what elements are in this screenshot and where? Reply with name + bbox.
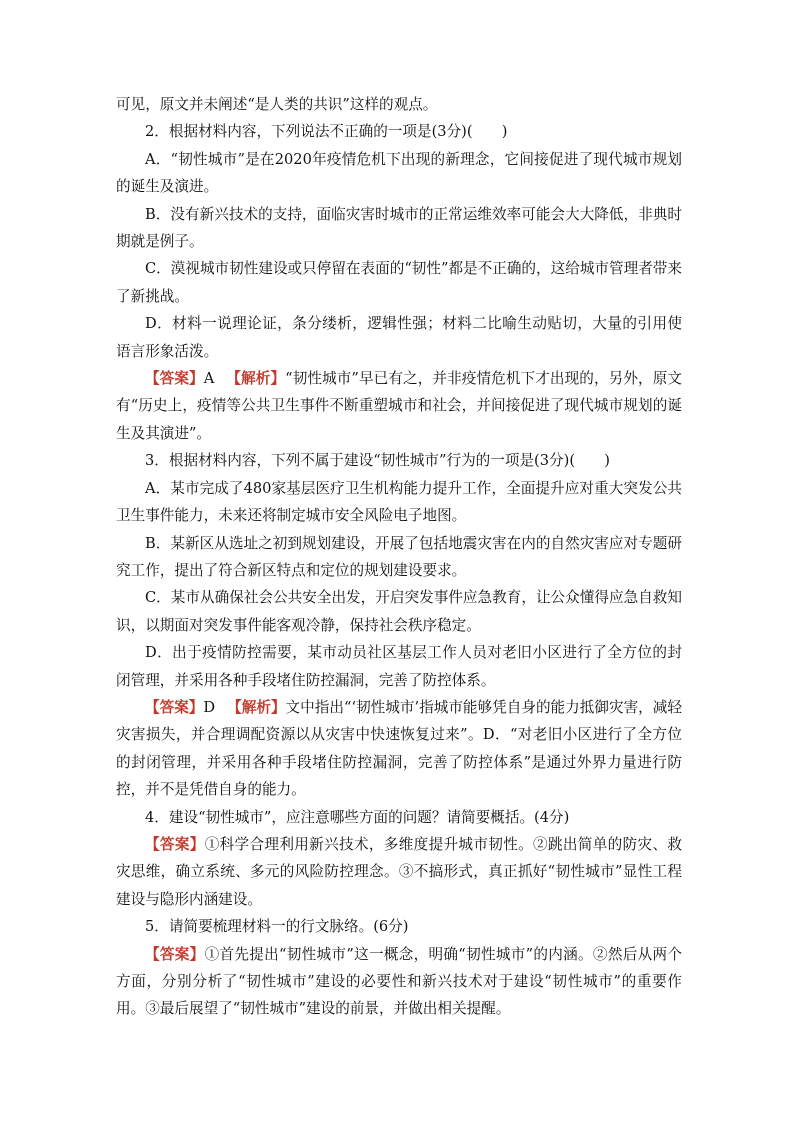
answer-tag: 【答案】 (145, 698, 204, 716)
question-3-option-c: C．某市从确保社会公共安全出发，开启突发事件应急教育，让公众懂得应急自救知识，以期面对突发事件能客观冷静，保持社会秩序稳定。 (116, 589, 682, 634)
question-2-option-c: C．漠视城市韧性建设或只停留在表面的“韧性”都是不正确的，这给城市管理者带来了新挑战。 (116, 260, 682, 305)
answer-text: ①科学合理利用新兴技术，多维度提升城市韧性。②跳出简单的防灾、救灾思维，确立系统、多元的风险防控理念。③不搞形式，真正抓好“韧性城市”显性工程建设与隐形内涵建设。 (116, 835, 682, 908)
analysis-text: “韧性城市”早已有之，并非疫情危机下才出现的，另外，原文有“历史上，疫情等公共卫生事件不断重塑城市和社会，并间接促进了现代城市规划的诞生及其演进”。 (116, 370, 682, 442)
question-2-answer (116, 365, 682, 447)
question-4-answer (116, 831, 682, 913)
question-3-option-a: A．某市完成了480家基层医疗卫生机构能力提升工作，全面提升应对重大突发公共卫生事件能力，未来还将制定城市安全风险电子地图。 (116, 479, 682, 525)
paragraph-continued: 可见，原文并未阐述“是人类的共识”这样的观点。 (116, 96, 438, 113)
answer-tag: 【答案】 (145, 835, 205, 853)
question-4-stem: 4．建设“韧性城市”，应注意哪些方面的问题？请简要概括。(4分) (145, 808, 570, 826)
question-5-stem: 5．请简要梳理材料一的行文脉络。(6分) (145, 918, 409, 936)
question-2-stem: 2．根据材料内容，下列说法不正确的一项是(3分)( ) (145, 123, 508, 141)
answer-value: D (203, 698, 216, 716)
document-body (116, 91, 682, 1023)
answer-text: ①首先提出“韧性城市”这一概念，明确“韧性城市”的内涵。②然后从两个方面，分别分析了“韧性城市”建设的必要性和新兴技术对于建设“韧性城市”的重要作用。③最后展望了“韧性城市”建设的前景，并做出相关提醒。 (116, 945, 682, 1018)
analysis-tag: 【解析】 (226, 370, 286, 388)
answer-tag: 【答案】 (145, 370, 204, 388)
question-3-answer (116, 694, 682, 804)
question-3-option-d: D．出于疫情防控需要，某市动员社区基层工作人员对老旧小区进行了全方位的封闭管理，并采用各种手段堵住防控漏洞，完善了防控体系。 (116, 644, 682, 689)
question-3-option-b: B．某新区从选址之初到规划建设，开展了包括地震灾害在内的自然灾害应对专题研究工作，提出了符合新区特点和定位的规划建设要求。 (116, 534, 682, 579)
question-2-option-b: B．没有新兴技术的支持，面临灾害时城市的正常运维效率可能会大大降低，非典时期就是例子。 (116, 205, 682, 251)
answer-tag: 【答案】 (145, 945, 205, 963)
question-2-option-a: A．“韧性城市”是在2020年疫情危机下出现的新理念，它间接促进了现代城市规划的诞生及演进。 (116, 150, 682, 196)
question-5-answer (116, 941, 682, 1023)
question-2-option-d: D．材料一说理论证，条分缕析，逻辑性强；材料二比喻生动贴切，大量的引用使语言形象活泼。 (116, 315, 682, 360)
analysis-tag: 【解析】 (227, 698, 286, 716)
question-3-stem: 3．根据材料内容，下列不属于建设“韧性城市”行为的一项是(3分)( ) (145, 452, 610, 470)
analysis-text: 文中指出“‘韧性城市’指城市能够凭自身的能力抵御灾害，减轻灾害损失，并合理调配资源以从灾害中快速恢复过来”。D．“对老旧小区进行了全方位的封闭管理，并采用各种手段堵住防控漏洞，完善了防控体系”是通过外界力量进行防控，并不是凭借自身的能力。 (116, 698, 682, 799)
answer-value: A (203, 370, 215, 388)
